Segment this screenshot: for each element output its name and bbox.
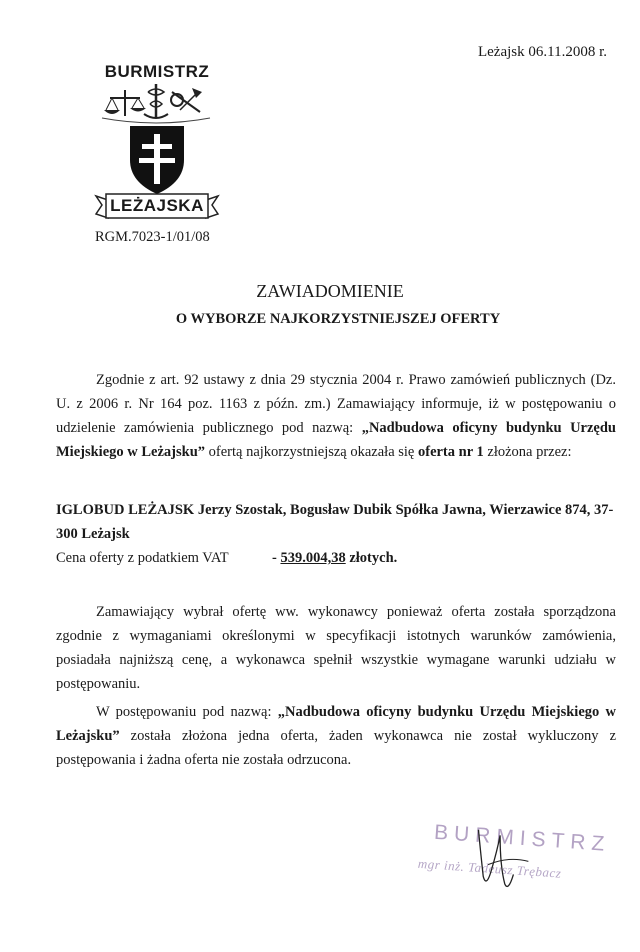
letterhead-crest	[92, 62, 222, 222]
p1-text-3: złożona przez:	[483, 444, 572, 460]
price-amount: 539.004,38	[280, 550, 346, 566]
price-suffix: złotych.	[345, 550, 398, 566]
document-date: Leżajsk 06.11.2008 r.	[477, 44, 607, 60]
official-stamp	[415, 820, 612, 912]
document-subtitle: O WYBORZE NAJKORZYSTNIEJSZEJ OFERTY	[175, 311, 501, 327]
p3-text-2: została złożona jedna oferta, żaden wykonawca nie został wykluczony z postępowania i żadna oferta nie została odrzucona.	[56, 728, 616, 768]
paragraph-summary	[56, 700, 616, 772]
p1-project-name: „Nadbudowa oficyny budynku Urzędu Miejskiego w Leżajsku”	[56, 420, 616, 460]
paragraph-notice	[56, 368, 616, 464]
price-value	[272, 550, 397, 567]
document-title: ZAWIADOMIENIE	[256, 281, 404, 301]
winning-contractor: IGLOBUD LEŻAJSK Jerzy Szostak, Bogusław Dubik Spółka Jawna, Wierzawice 874, 37-300 Leżajsk	[56, 502, 614, 542]
price-prefix: -	[272, 550, 281, 566]
p3-project-name: „Nadbudowa oficyny budynku Urzędu Miejskiego w Leżajsku”	[56, 704, 616, 744]
coat-of-arms-icon	[92, 82, 222, 197]
reference-number: RGM.7023-1/01/08	[95, 229, 210, 245]
crest-title: BURMISTRZ	[104, 62, 210, 81]
stamp-title: BURMISTRZ	[433, 820, 612, 857]
p1-text-1: Zgodnie z art. 92 ustawy z dnia 29 stycznia 2004 r. Prawo zamówień publicznych (Dz. U. z 2006 r. Nr 164 poz. 1163 z późn. zm.) Zamawiający informuje, iż w postępowaniu o udzielenie zamówienia publicznego pod nazwą:	[56, 372, 616, 436]
p3-text-1: W postępowaniu pod nazwą:	[96, 704, 278, 720]
price-label: Cena oferty z podatkiem VAT	[56, 550, 229, 566]
stamp-subtitle: mgr inż. Tadeusz Trębacz	[417, 855, 562, 881]
p1-text-2: ofertą najkorzystniejszą okazała się	[205, 444, 418, 460]
crest-name: LEŻAJSKA	[110, 196, 204, 215]
handwritten-signature	[415, 820, 600, 912]
paragraph-justification: Zamawiający wybrał ofertę ww. wykonawcy ponieważ oferta została sporządzona zgodnie z wymaganiami określonymi w specyfikacji istotnych warunków zamówienia, posiadała najniższą cenę, a wykonawca spełnił wszystkie wymagane warunki udziału w postępowaniu.	[56, 604, 616, 692]
p1-offer-number: oferta nr 1	[417, 444, 484, 460]
